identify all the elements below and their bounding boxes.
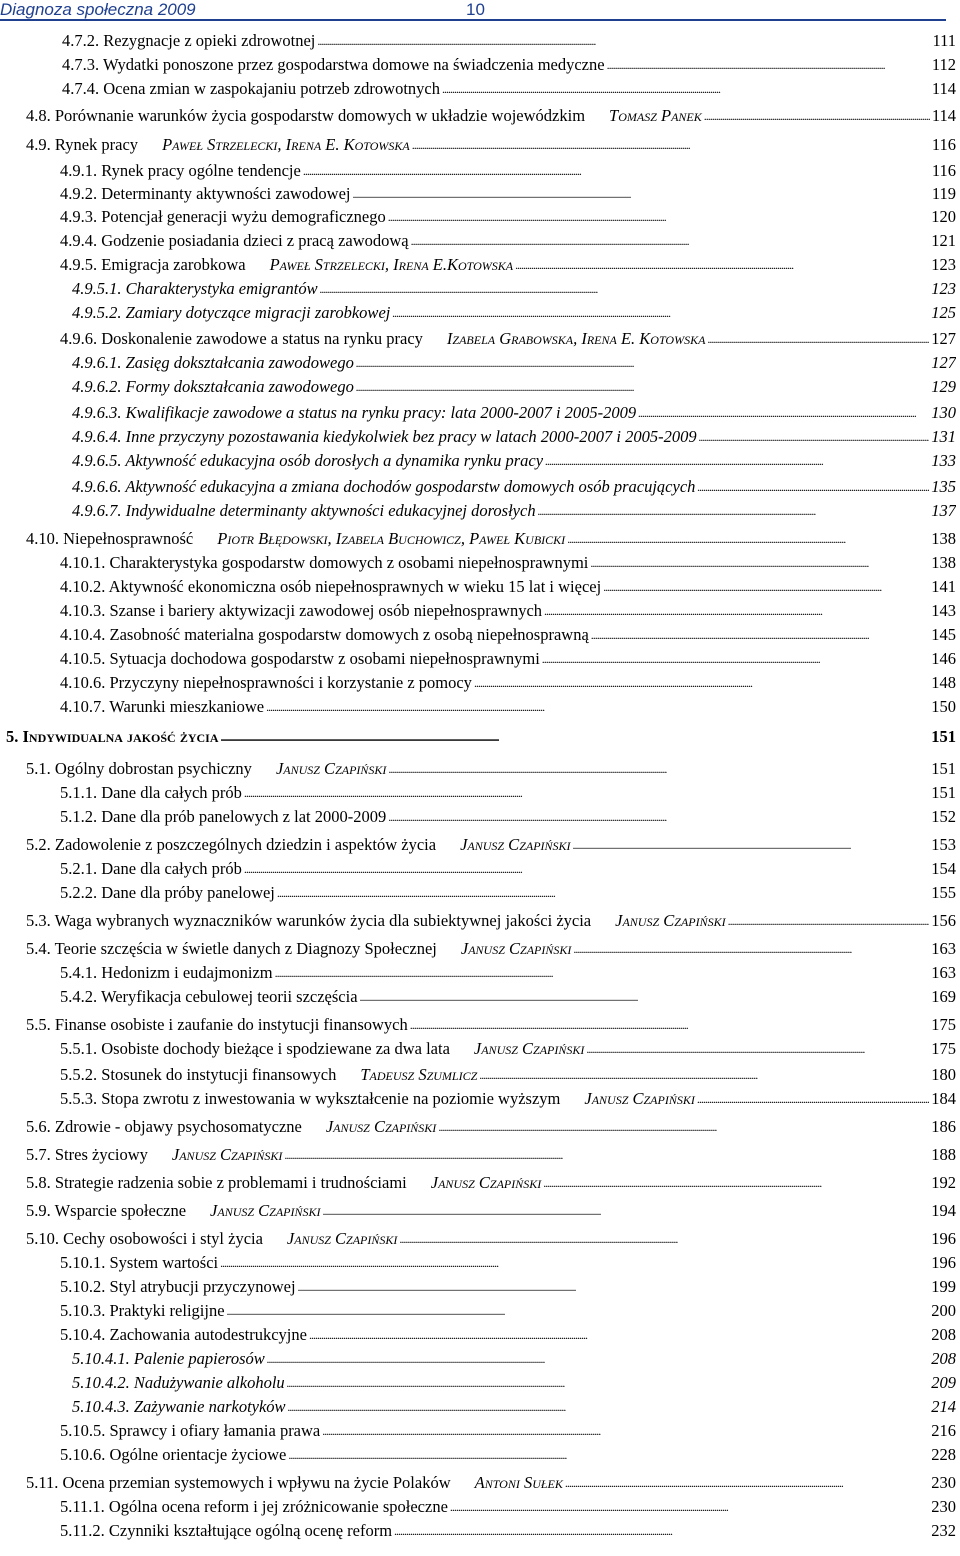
toc-entry-title: 5.10.4. Zachowania autodestrukcyjne — [60, 1325, 307, 1344]
dot-leader — [573, 834, 930, 855]
dot-leader — [220, 1252, 929, 1273]
toc-entry[interactable] — [60, 671, 956, 693]
dot-leader — [266, 696, 929, 717]
dot-leader — [244, 782, 929, 803]
toc-entry[interactable] — [60, 857, 956, 879]
toc-entry-page: 154 — [931, 859, 956, 878]
dot-leader — [573, 938, 929, 959]
toc-entry-page: 230 — [931, 1473, 956, 1492]
toc-entry-title: 5.10.5. Sprawcy i ofiary łamania prawa — [60, 1421, 321, 1440]
toc-entry[interactable] — [60, 985, 956, 1007]
toc-entry-author: Tomasz Panek — [609, 106, 702, 125]
dot-leader — [221, 726, 930, 747]
dot-leader — [392, 302, 929, 323]
toc-entry-title: 4.9.6.7. Indywidualne determinanty aktywności edukacyjnej dorosłych — [72, 501, 536, 520]
toc-entry-title: 4.10.1. Charakterystyka gospodarstw domowych z osobami niepełnosprawnymi — [60, 553, 589, 572]
toc-entry-title: 4.9.6.1. Zasięg dokształcania zawodowego — [72, 353, 354, 372]
toc-entry-page: 150 — [931, 697, 956, 716]
toc-entry[interactable] — [26, 1013, 956, 1035]
toc-entry-page: 138 — [931, 529, 956, 548]
toc-entry-title: 4.9.2. Determinanty aktywności zawodowej — [60, 184, 351, 203]
dot-leader — [388, 206, 930, 227]
dot-leader — [411, 230, 930, 251]
toc-entry[interactable] — [26, 833, 956, 855]
toc-entry-page: 116 — [931, 161, 956, 180]
toc-entry[interactable] — [26, 937, 956, 959]
toc-entry-title: 4.9.3. Potencjał generacji wyżu demograficznego — [60, 207, 386, 226]
toc-entry-author: Paweł Strzelecki, Irena E.Kotowska — [269, 255, 514, 274]
dot-leader — [399, 1228, 929, 1249]
dot-leader — [474, 672, 929, 693]
toc-entry-page: 175 — [931, 1015, 956, 1034]
toc-entry-page: 208 — [931, 1325, 956, 1344]
dot-leader — [704, 105, 930, 126]
toc-entry-page: 199 — [931, 1277, 956, 1296]
dot-leader — [590, 552, 929, 573]
dot-leader — [567, 528, 929, 549]
dot-leader — [699, 426, 930, 447]
toc-entry[interactable] — [60, 647, 956, 669]
toc-entry[interactable] — [60, 1519, 956, 1541]
toc-entry-page: 116 — [931, 135, 956, 154]
toc-entry-page: 133 — [931, 451, 956, 470]
toc-entry-page: 146 — [931, 649, 956, 668]
toc-entry[interactable] — [72, 351, 956, 373]
toc-entry-page: 196 — [931, 1229, 956, 1248]
dot-leader — [603, 576, 929, 597]
toc-entry[interactable] — [72, 401, 956, 423]
toc-entry-page: 137 — [931, 501, 956, 520]
toc-entry[interactable] — [72, 375, 956, 397]
toc-entry-title: 5.5.1. Osobiste dochody bieżące i spodziewane za dwa lata — [60, 1039, 450, 1058]
toc-entry-author: Janusz Czapiński — [473, 1039, 585, 1058]
toc-entry[interactable] — [72, 1395, 956, 1417]
toc-entry-page: 230 — [931, 1497, 956, 1516]
toc-entry-title: 5.11.1. Ogólna ocena reform i jej zróżnicowanie społeczne — [60, 1497, 448, 1516]
toc-entry-title: 5.4.2. Weryfikacja cebulowej teorii szczęścia — [60, 987, 358, 1006]
toc-entry[interactable] — [26, 133, 956, 155]
toc-entry-title: 4.9.5.1. Charakterystyka emigrantów — [72, 279, 318, 298]
toc-entry-author: Janusz Czapiński — [460, 939, 572, 958]
toc-entry-title: 4.9.6.3. Kwalifikacje zawodowe a status na rynku pracy: lata 2000-2007 i 2005-2009 — [72, 403, 637, 422]
dot-leader — [275, 962, 930, 983]
dot-leader — [565, 1472, 929, 1493]
toc-entry[interactable] — [72, 475, 956, 497]
toc-entry-title: 5.5.3. Stopa zwrotu z inwestowania w wykształcenie na poziomie wyższym — [60, 1089, 561, 1108]
dot-leader — [320, 278, 930, 299]
toc-entry-title: 5. Indywidualna jakość życia — [6, 727, 219, 746]
toc-entry-title: 4.9.6.6. Aktywność edukacyjna a zmiana dochodów gospodarstw domowych osób pracujących — [72, 477, 696, 496]
toc-entry[interactable] — [60, 1251, 956, 1273]
toc-entry-page: 114 — [931, 79, 956, 98]
dot-leader — [287, 1372, 930, 1393]
dot-leader — [267, 1348, 929, 1369]
toc-entry-page: 228 — [931, 1445, 956, 1464]
toc-entry[interactable] — [60, 229, 956, 251]
dot-leader — [309, 1324, 929, 1345]
document-title: Diagnoza społeczna 2009 — [0, 0, 196, 19]
toc-entry[interactable] — [60, 1323, 956, 1345]
toc-entry-title: 4.9.5. Emigracja zarobkowa — [60, 255, 246, 274]
toc-entry[interactable] — [60, 1087, 956, 1109]
toc-entry-page: 184 — [931, 1089, 956, 1108]
dot-leader — [442, 78, 930, 99]
toc-entry-title: 5.1.1. Dane dla całych prób — [60, 783, 242, 802]
toc-entry-page: 129 — [931, 377, 956, 396]
dot-leader — [638, 402, 929, 423]
toc-entry[interactable] — [72, 277, 956, 299]
toc-entry-page: 138 — [931, 553, 956, 572]
toc-entry-title: 5.9. Wsparcie społeczne — [26, 1201, 187, 1220]
toc-entry-title: 5.4.1. Hedonizm i eudajmonizm — [60, 963, 273, 982]
toc-entry-title: 5.10. Cechy osobowości i styl życia — [26, 1229, 263, 1248]
page-number: 10 — [466, 0, 485, 19]
toc-entry-page: 200 — [931, 1301, 956, 1320]
dot-leader — [728, 910, 930, 931]
dot-leader — [288, 1396, 930, 1417]
dot-leader — [591, 624, 929, 645]
toc-entry-page: 135 — [931, 477, 956, 496]
toc-entry[interactable] — [62, 77, 956, 99]
toc-entry-page: 196 — [931, 1253, 956, 1272]
toc-entry-author: Antoni Sułek — [474, 1473, 563, 1492]
dot-leader — [538, 500, 930, 521]
toc-entry-page: 111 — [932, 31, 956, 50]
toc-entry-title: 4.9.4. Godzenie posiadania dzieci z pracą zawodową — [60, 231, 409, 250]
dot-leader — [353, 183, 930, 204]
toc-entry[interactable] — [72, 301, 956, 323]
toc-entry-title: 5.7. Stres życiowy — [26, 1145, 148, 1164]
toc-entry-page: 143 — [931, 601, 956, 620]
dot-leader — [410, 1014, 930, 1035]
toc-entry[interactable] — [60, 1443, 956, 1465]
toc-entry[interactable] — [60, 695, 956, 717]
toc-entry[interactable] — [72, 499, 956, 521]
toc-entry-title: 4.9.6.2. Formy dokształcania zawodowego — [72, 377, 354, 396]
toc-entry-title: 5.2. Zadowolenie z poszczególnych dziedzin i aspektów życia — [26, 835, 437, 854]
toc-entry-title: 5.10.3. Praktyki religijne — [60, 1301, 225, 1320]
toc-entry-title: 4.8. Porównanie warunków życia gospodarstw domowych w układzie wojewódzkim — [26, 106, 586, 125]
toc-entry[interactable] — [26, 1171, 956, 1193]
toc-entry-page: 125 — [931, 303, 956, 322]
toc-entry-page: 114 — [931, 106, 956, 125]
toc-entry[interactable] — [60, 623, 956, 645]
toc-entry-author: Janusz Czapiński — [275, 759, 387, 778]
toc-entry[interactable] — [72, 1347, 956, 1369]
toc-entry-title: 4.10.4. Zasobność materialna gospodarstw domowych z osobą niepełnosprawną — [60, 625, 589, 644]
toc-entry[interactable] — [26, 1199, 956, 1221]
dot-leader — [697, 1088, 929, 1109]
toc-entry[interactable] — [60, 1299, 956, 1321]
toc-entry-page: 214 — [931, 1397, 956, 1416]
toc-entry[interactable] — [60, 881, 956, 903]
toc-entry-title: 4.9.6.4. Inne przyczyny pozostawania kiedykolwiek bez pracy w latach 2000-2007 i 2005-2009 — [72, 427, 697, 446]
toc-entry-title: 5.10.4.1. Palenie papierosów — [72, 1349, 265, 1368]
toc-entry-title: 5.8. Strategie radzenia sobie z problemami i trudnościami — [26, 1173, 407, 1192]
toc-entry-author: Paweł Strzelecki, Irena E. Kotowska — [162, 135, 410, 154]
toc-entry[interactable] — [26, 909, 956, 931]
dot-leader — [544, 600, 929, 621]
toc-entry[interactable] — [60, 1495, 956, 1517]
dot-leader — [322, 1420, 929, 1441]
toc-entry-page: 156 — [931, 911, 956, 930]
toc-entry[interactable] — [60, 1275, 956, 1297]
toc-entry-title: 4.9. Rynek pracy — [26, 135, 139, 154]
toc-entry-title: 5.5.2. Stosunek do instytucji finansowych — [60, 1065, 337, 1084]
toc-entry[interactable] — [60, 1419, 956, 1441]
toc-entry[interactable] — [62, 53, 956, 75]
toc-entry[interactable] — [72, 449, 956, 471]
toc-entry-page: 169 — [931, 987, 956, 1006]
dot-leader — [438, 1116, 929, 1137]
dot-leader — [277, 882, 929, 903]
toc-entry-title: 5.1. Ogólny dobrostan psychiczny — [26, 759, 252, 778]
toc-entry-page: 131 — [931, 427, 956, 446]
dot-leader — [298, 1276, 930, 1297]
toc-entry-title: 5.5. Finanse osobiste i zaufanie do instytucji finansowych — [26, 1015, 408, 1034]
dot-leader — [284, 1144, 929, 1165]
toc-entry[interactable] — [72, 425, 956, 447]
toc-entry-page: 163 — [931, 939, 956, 958]
dot-leader — [707, 328, 929, 349]
toc-entry[interactable] — [60, 205, 956, 227]
toc-entry-author: Janusz Czapiński — [615, 911, 726, 930]
toc-entry[interactable] — [60, 599, 956, 621]
toc-entry[interactable] — [62, 29, 956, 51]
toc-entry-title: 4.9.5.2. Zamiary dotyczące migracji zarobkowej — [72, 303, 391, 322]
toc-entry-title: 4.7.4. Ocena zmian w zaspokajaniu potrzeb zdrowotnych — [62, 79, 440, 98]
toc-entry-page: 123 — [931, 279, 956, 298]
toc-entry-page: 153 — [931, 835, 956, 854]
toc-entry-title: 4.9.6. Doskonalenie zawodowe a status na rynku pracy — [60, 329, 423, 348]
dot-leader — [697, 476, 929, 497]
toc-entry[interactable] — [60, 159, 956, 181]
toc-entry-author: Tadeusz Szumlicz — [360, 1065, 478, 1084]
toc-entry[interactable] — [26, 1227, 956, 1249]
toc-entry[interactable] — [72, 1371, 956, 1393]
dot-leader — [515, 254, 929, 275]
toc-entry[interactable] — [60, 253, 956, 275]
dot-leader — [303, 160, 930, 181]
toc-entry-page: 232 — [931, 1521, 956, 1540]
toc-entry-title: 5.11.2. Czynniki kształtujące ogólną ocenę reform — [60, 1521, 393, 1540]
toc-entry-page: 188 — [931, 1145, 956, 1164]
dot-leader — [356, 352, 929, 373]
dot-leader — [586, 1038, 929, 1059]
dot-leader — [227, 1300, 930, 1321]
toc-entry[interactable] — [26, 527, 956, 549]
toc-entry-page: 192 — [931, 1173, 956, 1192]
toc-entry-title: 4.10.3. Szanse i bariery aktywizacji zawodowej osób niepełnosprawnych — [60, 601, 543, 620]
toc-entry-page: 180 — [931, 1065, 956, 1084]
toc-entry[interactable] — [26, 1143, 956, 1165]
toc-entry-title: 5.6. Zdrowie - objawy psychosomatyczne — [26, 1117, 302, 1136]
toc-entry-title: 4.10.2. Aktywność ekonomiczna osób niepełnosprawnych w wieku 15 lat i więcej — [60, 577, 602, 596]
dot-leader — [244, 858, 929, 879]
toc-entry-title: 4.10.7. Warunki mieszkaniowe — [60, 697, 265, 716]
toc-entry[interactable] — [26, 1471, 956, 1493]
toc-entry[interactable] — [60, 182, 956, 204]
toc-entry-title: 5.2.1. Dane dla całych prób — [60, 859, 242, 878]
toc-entry-page: 194 — [931, 1201, 956, 1220]
toc-entry-title: 4.9.1. Rynek pracy ogólne tendencje — [60, 161, 301, 180]
toc-entry[interactable] — [26, 1115, 956, 1137]
toc-entry-title: 4.7.2. Rezygnacje z opieki zdrowotnej — [62, 31, 316, 50]
dot-leader — [542, 648, 929, 669]
toc-entry-page: 163 — [931, 963, 956, 982]
toc-entry-title: 5.3. Waga wybranych wyznaczników warunków życia dla subiektywnej jakości życia — [26, 911, 592, 930]
toc-entry-title: 5.2.2. Dane dla próby panelowej — [60, 883, 275, 902]
dot-leader — [412, 134, 930, 155]
dot-leader — [450, 1496, 929, 1517]
toc-entry-page: 151 — [931, 759, 956, 778]
toc-entry-title: 5.11. Ocena przemian systemowych i wpływu na życie Polaków — [26, 1473, 451, 1492]
toc-entry-page: 175 — [931, 1039, 956, 1058]
toc-entry-page: 208 — [931, 1349, 956, 1368]
toc-entry-title: 5.10.6. Ogólne orientacje życiowe — [60, 1445, 287, 1464]
toc-entry-title: 5.10.4.3. Zażywanie narkotyków — [72, 1397, 286, 1416]
toc-entry-author: Janusz Czapiński — [286, 1229, 398, 1248]
toc-entry[interactable] — [60, 1063, 956, 1085]
toc-entry[interactable] — [60, 805, 956, 827]
dot-leader — [388, 806, 929, 827]
toc-entry-page: 123 — [931, 255, 956, 274]
toc-entry-page: 127 — [931, 329, 956, 348]
toc-entry-author: Janusz Czapiński — [430, 1173, 542, 1192]
toc-entry[interactable] — [60, 327, 956, 349]
toc-entry-page: 155 — [931, 883, 956, 902]
toc-entry-author: Janusz Czapiński — [584, 1089, 695, 1108]
toc-entry-title: 4.10.5. Sytuacja dochodowa gospodarstw z osobami niepełnosprawnymi — [60, 649, 540, 668]
dot-leader — [479, 1064, 929, 1085]
toc-entry-title: 4.7.3. Wydatki ponoszone przez gospodarstwa domowe na świadczenia medyczne — [62, 55, 605, 74]
toc-entry-page: 216 — [931, 1421, 956, 1440]
toc-entry-author: Piotr Błędowski, Izabela Buchowicz, Paweł Kubicki — [217, 529, 566, 548]
toc-entry-page: 209 — [931, 1373, 956, 1392]
toc-entry-page: 112 — [931, 55, 956, 74]
toc-entry-page: 152 — [931, 807, 956, 826]
toc-entry[interactable] — [26, 104, 956, 126]
toc-entry-author: Janusz Czapiński — [460, 835, 571, 854]
toc-entry-page: 145 — [931, 625, 956, 644]
toc-entry-author: Izabela Grabowska, Irena E. Kotowska — [446, 329, 706, 348]
toc-entry-title: 4.9.6.5. Aktywność edukacyjna osób dorosłych a dynamika rynku pracy — [72, 451, 544, 470]
dot-leader — [388, 758, 929, 779]
dot-leader — [545, 450, 929, 471]
toc-entry-page: 127 — [931, 353, 956, 372]
toc-entry-title: 5.10.2. Styl atrybucji przyczynowej — [60, 1277, 296, 1296]
toc-entry-page: 120 — [931, 207, 956, 226]
toc-entry-author: Janusz Czapiński — [325, 1117, 437, 1136]
toc-entry-title: 5.10.4.2. Nadużywanie alkoholu — [72, 1373, 285, 1392]
dot-leader — [360, 986, 930, 1007]
toc-entry[interactable] — [60, 575, 956, 597]
toc-entry-page: 148 — [931, 673, 956, 692]
toc-entry-author: Janusz Czapiński — [210, 1201, 321, 1220]
dot-leader — [394, 1520, 929, 1541]
toc-entry-page: 130 — [931, 403, 956, 422]
toc-entry-title: 4.10. Niepełnosprawność — [26, 529, 194, 548]
toc-entry-title: 5.4. Teorie szczęścia w świetle danych z Diagnozy Społecznej — [26, 939, 437, 958]
toc-entry-page: 151 — [931, 783, 956, 802]
dot-leader — [288, 1444, 929, 1465]
dot-leader — [356, 376, 929, 397]
toc-entry-page: 151 — [931, 727, 956, 746]
toc-entry-page: 141 — [931, 577, 956, 596]
toc-entry[interactable] — [6, 725, 956, 747]
toc-entry-author: Janusz Czapiński — [171, 1145, 283, 1164]
toc-entry-page: 186 — [931, 1117, 956, 1136]
toc-entry[interactable] — [60, 961, 956, 983]
toc-entry-page: 119 — [931, 184, 956, 203]
dot-leader — [607, 54, 930, 75]
toc-entry[interactable] — [26, 757, 956, 779]
toc-entry-title: 5.1.2. Dane dla prób panelowych z lat 2000-2009 — [60, 807, 387, 826]
toc-entry[interactable] — [60, 781, 956, 803]
toc-entry[interactable] — [60, 551, 956, 573]
dot-leader — [543, 1172, 929, 1193]
dot-leader — [317, 30, 930, 51]
toc-entry-title: 4.10.6. Przyczyny niepełnosprawności i korzystanie z pomocy — [60, 673, 472, 692]
dot-leader — [323, 1200, 930, 1221]
toc-entry[interactable] — [60, 1037, 956, 1059]
toc-entry-title: 5.10.1. System wartości — [60, 1253, 219, 1272]
toc-entry-page: 121 — [931, 231, 956, 250]
